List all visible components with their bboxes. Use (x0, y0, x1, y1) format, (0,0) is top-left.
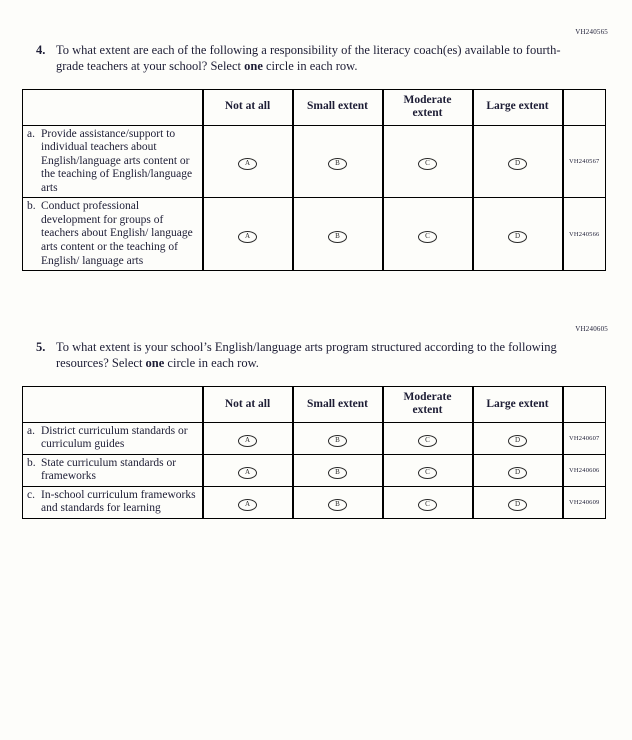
answer-oval[interactable]: B (328, 435, 347, 447)
option-cell (383, 422, 473, 454)
header-code-empty (563, 89, 606, 125)
row-code-badge: VH240567 (563, 125, 606, 198)
answer-oval[interactable]: A (238, 158, 257, 170)
row-label: Provide assistance/support to individual teachers about English/language arts content or the teaching of English/language arts (41, 127, 193, 194)
column-header-small-extent: Small extent (293, 386, 383, 422)
answer-oval[interactable]: B (328, 499, 347, 511)
question4-text-pre: To what extent are each of the following a responsibility of the literacy coach(es) available to fourth-grade teachers at your school? Select (56, 43, 561, 74)
row-code-badge: VH240607 (563, 422, 606, 454)
column-header-moderate-extent: Moderate extent (383, 89, 473, 125)
table-row (23, 486, 606, 518)
question4-number: 4. (36, 43, 46, 57)
option-cell (473, 125, 563, 198)
header-row (23, 89, 606, 125)
option-cell (203, 422, 293, 454)
row-label: In-school curriculum frameworks and standards for learning (41, 488, 196, 515)
option-cell (383, 486, 473, 518)
table-row (23, 454, 606, 486)
answer-oval[interactable]: B (328, 158, 347, 170)
answer-oval[interactable]: C (418, 499, 437, 511)
answer-oval[interactable]: D (508, 467, 527, 479)
question4 (36, 42, 568, 75)
option-cell (293, 454, 383, 486)
table-row (23, 125, 606, 198)
answer-oval[interactable]: B (328, 467, 347, 479)
option-cell (473, 486, 563, 518)
column-header-moderate-extent: Moderate extent (383, 386, 473, 422)
header-row (23, 386, 606, 422)
row-letter: b. (27, 200, 36, 213)
question5-text-bold: one (145, 356, 165, 371)
row-code-badge: VH240566 (563, 198, 606, 271)
option-cell (293, 125, 383, 198)
column-header-large-extent: Large extent (473, 89, 563, 125)
table-row (23, 198, 606, 271)
answer-oval[interactable]: D (508, 435, 527, 447)
row-label: Conduct professional development for groups of teachers about English/ language arts content or the teaching of English/ language arts (41, 200, 193, 267)
column-header-not-at-all: Not at all (203, 386, 293, 422)
option-cell (203, 454, 293, 486)
question5-table (22, 386, 606, 519)
row-letter: a. (27, 424, 35, 437)
answer-oval[interactable]: B (328, 231, 347, 243)
row-code-badge: VH240609 (563, 486, 606, 518)
answer-oval[interactable]: C (418, 158, 437, 170)
answer-oval[interactable]: A (238, 435, 257, 447)
question4-table (22, 89, 606, 272)
option-cell (473, 454, 563, 486)
answer-oval[interactable]: D (508, 231, 527, 243)
question5-text-pre: To what extent is your school’s English/language arts program structured according to the following resources? Select (56, 340, 557, 371)
answer-oval[interactable]: D (508, 499, 527, 511)
column-header-small-extent: Small extent (293, 89, 383, 125)
row-letter: c. (27, 488, 35, 501)
header-empty (23, 386, 203, 422)
answer-oval[interactable]: A (238, 231, 257, 243)
option-cell (383, 125, 473, 198)
option-cell (383, 454, 473, 486)
row-label: District curriculum standards or curriculum guides (41, 424, 188, 451)
row-label-cell (23, 198, 203, 271)
option-cell (293, 486, 383, 518)
answer-oval[interactable]: C (418, 231, 437, 243)
table-row (23, 422, 606, 454)
row-label-cell (23, 454, 203, 486)
row-label-cell (23, 422, 203, 454)
question5-code-badge: VH240605 (575, 325, 608, 334)
question4-text (56, 42, 568, 75)
question5-number: 5. (36, 340, 46, 355)
question5-text (56, 339, 568, 372)
option-cell (203, 486, 293, 518)
row-label-cell (23, 125, 203, 198)
answer-oval[interactable]: C (418, 435, 437, 447)
option-cell (473, 422, 563, 454)
column-header-large-extent: Large extent (473, 386, 563, 422)
row-code-badge: VH240606 (563, 454, 606, 486)
row-label: State curriculum standards or frameworks (41, 456, 177, 483)
row-letter: b. (27, 456, 36, 469)
option-cell (473, 198, 563, 271)
option-cell (293, 198, 383, 271)
option-cell (203, 125, 293, 198)
column-header-not-at-all: Not at all (203, 89, 293, 125)
option-cell (293, 422, 383, 454)
row-letter: a. (27, 127, 35, 140)
option-cell (203, 198, 293, 271)
row-label-cell (23, 486, 203, 518)
answer-oval[interactable]: A (238, 499, 257, 511)
question4-text-post: circle in each row. (262, 59, 358, 74)
answer-oval[interactable]: A (238, 467, 257, 479)
header-empty (23, 89, 203, 125)
question5 (36, 339, 568, 372)
header-code-empty (563, 386, 606, 422)
option-cell (383, 198, 473, 271)
question5-text-post: circle in each row. (164, 356, 259, 371)
answer-oval[interactable]: D (508, 158, 527, 170)
question4-code-badge: VH240565 (575, 28, 608, 36)
question4-text-bold: one (244, 59, 263, 74)
answer-oval[interactable]: C (418, 467, 437, 479)
